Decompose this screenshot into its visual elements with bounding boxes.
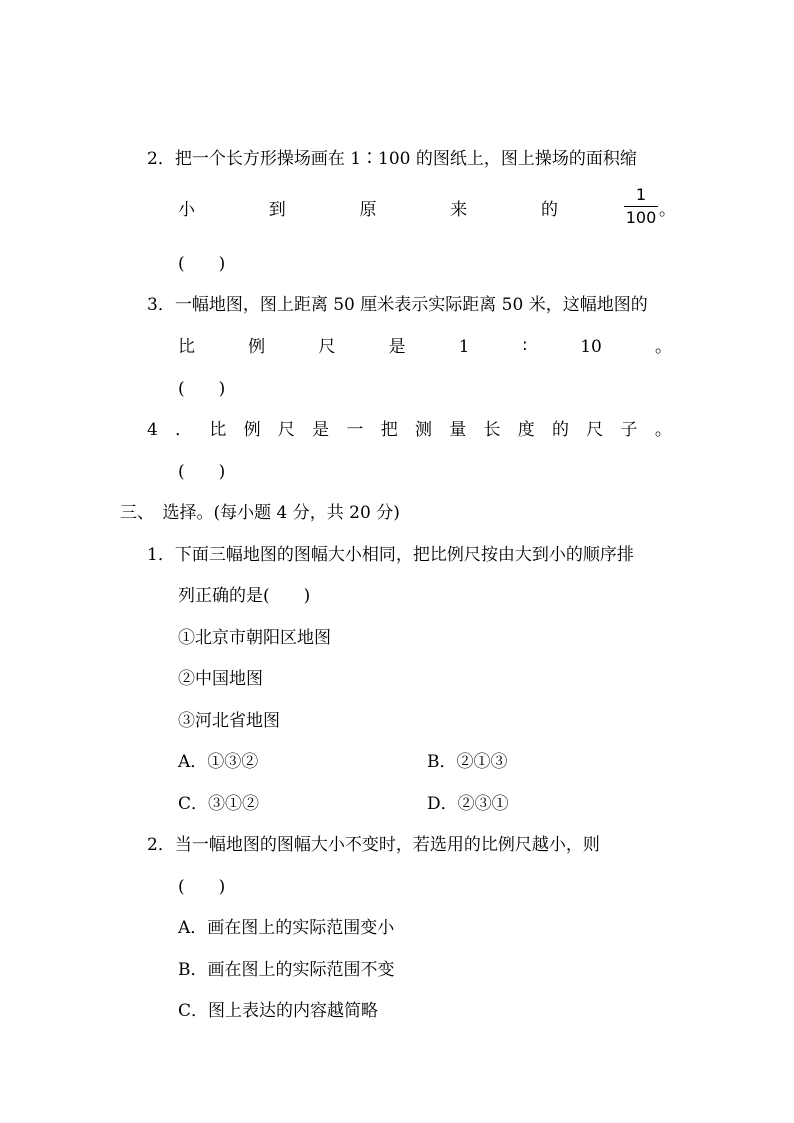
choice-2-option-c: C．图上表达的内容越简略: [178, 1001, 379, 1021]
char: 1: [458, 337, 470, 357]
char: 尺: [586, 420, 604, 440]
char: 一: [346, 420, 364, 440]
choice-1-item: ②中国地图: [178, 669, 263, 689]
char: 小: [178, 200, 195, 220]
char: 。: [655, 337, 672, 357]
section-3-title: 三、 选择。(每小题 4 分，共 20 分): [120, 503, 400, 523]
choice-1-item: ③河北省地图: [178, 711, 280, 731]
char: 10: [580, 337, 602, 357]
choice-1-option-c: C．③①②: [178, 794, 260, 814]
char: 测: [414, 420, 432, 440]
choice-1-line1: 1．下面三幅地图的图幅大小相同，把比例尺按由大到小的顺序排: [147, 545, 634, 565]
question-3-line2: [178, 335, 672, 359]
question-2-line2: [178, 198, 558, 222]
char: 来: [450, 200, 468, 220]
choice-2-option-a: A．画在图上的实际范围变小: [178, 918, 395, 938]
fraction-tail: 。: [659, 200, 676, 220]
char: 的: [552, 420, 570, 440]
char: 尺: [318, 337, 336, 357]
choice-1-item: ①北京市朝阳区地图: [178, 628, 331, 648]
char: 是: [388, 337, 406, 357]
fraction-denominator: 100: [625, 208, 657, 227]
char: 4: [147, 420, 158, 440]
question-4-line1: [147, 418, 672, 442]
choice-1-line2: 列正确的是( ): [178, 586, 311, 606]
question-3-line1: 3．一幅地图，图上距离 50 厘米表示实际距离 50 米，这幅地图的: [147, 295, 648, 315]
choice-1-option-b: B．②①③: [427, 752, 508, 772]
answer-parentheses: ( ): [178, 462, 226, 482]
fraction-numerator: 1: [635, 185, 647, 204]
char: 原: [359, 200, 377, 220]
char: 比: [178, 337, 195, 357]
char: 尺: [277, 420, 295, 440]
choice-1-option-a: A．①③②: [178, 752, 259, 772]
char: ∶: [522, 337, 528, 357]
char: 是: [312, 420, 330, 440]
answer-parentheses: ( ): [178, 379, 226, 399]
choice-2-line1: 2．当一幅地图的图幅大小不变时，若选用的比例尺越小，则: [147, 835, 600, 855]
char: 比: [209, 420, 227, 440]
char: 度: [517, 420, 535, 440]
char: 到: [268, 200, 286, 220]
char: 量: [449, 420, 467, 440]
choice-1-option-d: D．②③①: [427, 794, 509, 814]
char: ．: [175, 420, 193, 440]
char: 把: [380, 420, 398, 440]
char: 的: [541, 200, 558, 220]
char: 子: [620, 420, 638, 440]
fraction-bar: [624, 206, 658, 207]
fraction: [624, 186, 658, 227]
answer-parentheses: ( ): [178, 254, 226, 274]
char: 例: [243, 420, 261, 440]
choice-2-option-b: B．画在图上的实际范围不变: [178, 960, 395, 980]
char: 例: [248, 337, 266, 357]
answer-parentheses: ( ): [178, 877, 226, 897]
question-2-line1: 2．把一个长方形操场画在 1∶100 的图纸上，图上操场的面积缩: [147, 149, 637, 169]
char: 。: [654, 420, 672, 440]
char: 长: [483, 420, 501, 440]
